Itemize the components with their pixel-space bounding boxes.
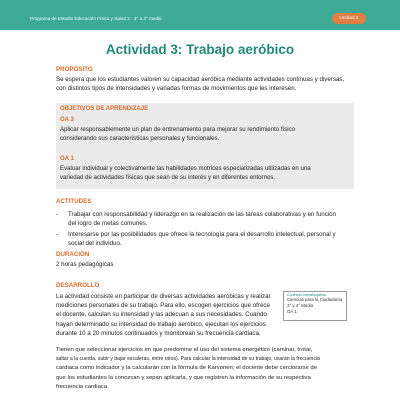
desarrollo-line: Tienen que seleccionar ejercicios en que predomine el uso del sistema energético (caminar, trotar, bbox=[56, 347, 313, 353]
objective-line: considerando sus características personales y funcionales. bbox=[60, 135, 220, 143]
desarrollo-line: que los estudiantes la conozcan y sepan aplicarla, y que registren la información de su respectiva bbox=[56, 374, 311, 381]
duracion-heading: DURACIÓN bbox=[56, 251, 90, 258]
attitude-line: del logro de metas comunes. bbox=[68, 220, 148, 228]
proposito-text bbox=[56, 75, 352, 93]
unit-badge: Unidad 2 bbox=[332, 13, 366, 24]
objective-code: OA 1 bbox=[60, 156, 74, 162]
actitudes-heading: ACTITUDES bbox=[56, 198, 92, 205]
attitude-line: social del individuo. bbox=[68, 240, 122, 248]
desarrollo-line: cardiaca como indicador y la calcularán con la fórmula de Karvonen; el docente debe cerciorarse de bbox=[56, 365, 317, 372]
connection-line: 3° y 4° Medio bbox=[287, 303, 314, 308]
objective-text bbox=[60, 125, 344, 143]
bullet-dash: - bbox=[56, 231, 59, 238]
objectives-heading: OBJETIVOS DE APRENDIZAJE bbox=[60, 106, 149, 112]
objective-text bbox=[60, 164, 344, 182]
desarrollo-line: mediciones personales de su trabajo. Para ello, escogen ejercicios que ofrece bbox=[56, 302, 270, 310]
desarrollo-line: el docente, calculan su intensidad y las adecuan a sus necesidades. Cuando bbox=[56, 311, 267, 319]
desarrollo-heading: DESARROLLO bbox=[56, 282, 100, 289]
attitude-text bbox=[68, 230, 352, 248]
duracion-text: 2 horas pedagógicas bbox=[56, 261, 114, 268]
desarrollo-line: saltar a la cuerda, subir y bajar escaleras, entre otros). Para calcular la intensidad de su trabajo, usarán la frecuencia bbox=[56, 356, 320, 363]
program-title: Programa de Estudio Educación Física y Salud 2 · 3° a 4° medio bbox=[30, 16, 162, 21]
objective-code: OA 3 bbox=[60, 117, 74, 123]
attitude-line: Trabajar con responsabilidad y liderazgo en la realización de las tareas colaborativas y en función bbox=[68, 211, 337, 218]
activity-title: Actividad 3: Trabajo aeróbico bbox=[105, 42, 295, 57]
objectives-box bbox=[56, 103, 354, 189]
interdisciplinary-connection-box bbox=[283, 291, 347, 321]
attitude-line: Interesarse por las posibilidades que ofrece la tecnología para el desarrollo intelectual, personal y bbox=[68, 231, 336, 238]
objective-line: Aplicar responsablemente un plan de entrenamiento para mejorar su rendimiento físico bbox=[60, 126, 296, 133]
proposito-line: con distintos tipos de intensidades y variadas formas de movimientos que les interesen. bbox=[56, 85, 297, 93]
desarrollo-line: La actividad consiste en participar de diversas actividades aeróbicas y realizar bbox=[56, 293, 271, 300]
proposito-line: Se espera que los estudiantes valoren su capacidad aeróbica mediante actividades continuas y diversas, bbox=[56, 76, 345, 83]
desarrollo-line: durante 10 a 20 minutos continuados y monitorean su frecuencia cardiaca. bbox=[56, 329, 261, 337]
connection-heading: Conexión interdisciplinar bbox=[287, 293, 327, 297]
attitude-item bbox=[56, 210, 352, 230]
connection-line: OA 1 bbox=[287, 309, 297, 314]
desarrollo-paragraph-1 bbox=[56, 292, 278, 338]
desarrollo-paragraph-2 bbox=[56, 346, 352, 392]
page-header bbox=[0, 0, 400, 30]
connection-line: Ciencias para la Ciudadanía bbox=[287, 297, 343, 302]
bullet-dash: - bbox=[56, 211, 59, 218]
desarrollo-line: frecuencia cardiaca. bbox=[56, 383, 109, 390]
objective-line: variedad de actividades físicas que sean de su interés y en diferentes entornos. bbox=[60, 174, 276, 182]
attitude-item bbox=[56, 230, 352, 250]
proposito-heading: PROPÓSITO bbox=[56, 66, 93, 73]
attitude-text bbox=[68, 210, 352, 228]
desarrollo-line: hayan determinado su intensidad de trabajo aeróbico, ejecutan los ejercicios bbox=[56, 320, 266, 328]
objective-line: Evaluar individual y colectivamente las habilidades motrices especializadas utilizadas en una bbox=[60, 165, 311, 172]
